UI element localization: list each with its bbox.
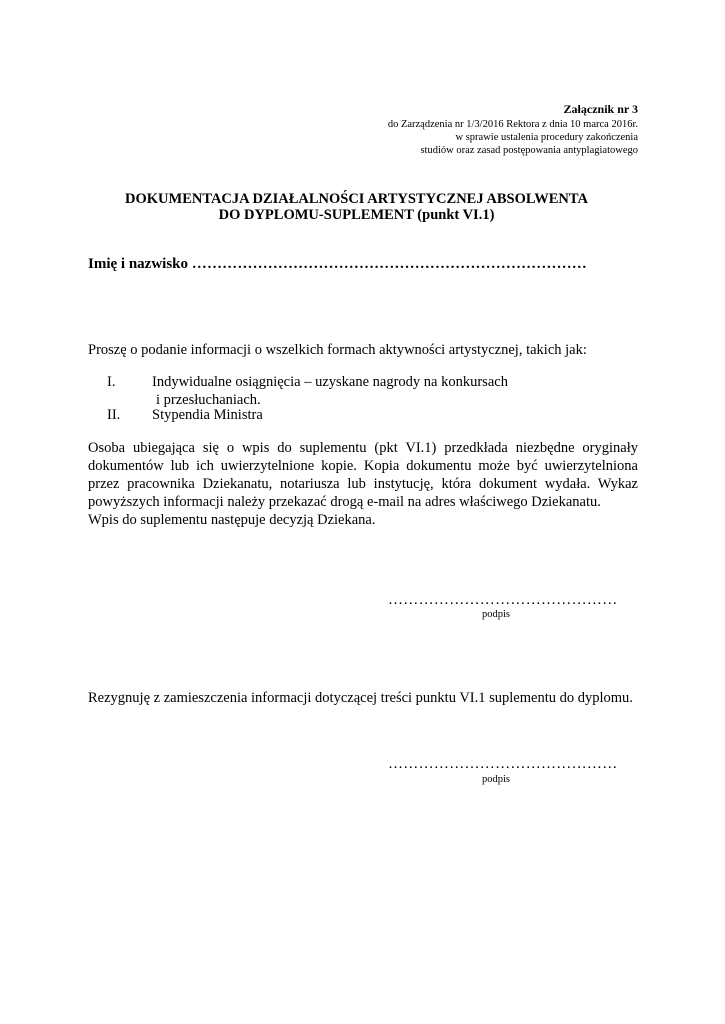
list-item-number: II. <box>107 407 121 423</box>
attachment-reference: do Zarządzenia nr 1/3/2016 Rektora z dnia 10 marca 2016r. <box>387 119 638 130</box>
signature-line: ……………………………………… <box>388 756 618 772</box>
paragraph-line: Wpis do suplementu następuje decyzją Dziekana. <box>88 512 376 528</box>
list-item-text-continuation: i przesłuchaniach. <box>156 392 261 408</box>
list-item-text: Stypendia Ministra <box>152 407 263 423</box>
name-field-row <box>88 256 587 273</box>
signature-label: podpis <box>481 609 510 620</box>
attachment-subject-line2: studiów oraz zasad postępowania antyplagiatowego <box>420 145 638 156</box>
signature-label: podpis <box>481 774 510 785</box>
list-item-number: I. <box>107 374 116 390</box>
signature-line: ……………………………………… <box>388 592 618 608</box>
document-title-line1: DOKUMENTACJA DZIAŁALNOŚCI ARTYSTYCZNEJ ABSOLWENTA <box>125 191 588 207</box>
document-title-line2: DO DYPLOMU-SUPLEMENT (punkt VI.1) <box>218 207 495 223</box>
attachment-subject-line1: w sprawie ustalenia procedury zakończenia <box>455 132 638 143</box>
paragraph-line: przez pracownika Dziekanatu, notariusza lub instytucję, która dokument wydała. Wykaz <box>88 476 638 492</box>
instructions-paragraph <box>88 439 638 529</box>
name-field-dots: …………………………………………………………………… <box>191 256 587 272</box>
list-item-text: Indywidualne osiągnięcia – uzyskane nagrody na konkursach <box>152 374 508 390</box>
paragraph-line: Osoba ubiegająca się o wpis do suplementu (pkt VI.1) przedkłada niezbędne oryginały <box>88 440 638 456</box>
paragraph-line: dokumentów lub ich uwierzytelnione kopie. Kopia dokumentu może być uwierzytelniona <box>88 458 638 474</box>
resignation-statement: Rezygnuję z zamieszczenia informacji dotyczącej treści punktu VI.1 suplementu do dyplomu. <box>88 690 633 706</box>
paragraph-line: powyższych informacji należy przekazać drogą e-mail na adres właściwego Dziekanatu. <box>88 494 601 510</box>
intro-paragraph: Proszę o podanie informacji o wszelkich formach aktywności artystycznej, takich jak: <box>88 342 587 358</box>
attachment-title: Załącznik nr 3 <box>563 102 638 116</box>
name-field-label: Imię i nazwisko <box>88 256 189 272</box>
